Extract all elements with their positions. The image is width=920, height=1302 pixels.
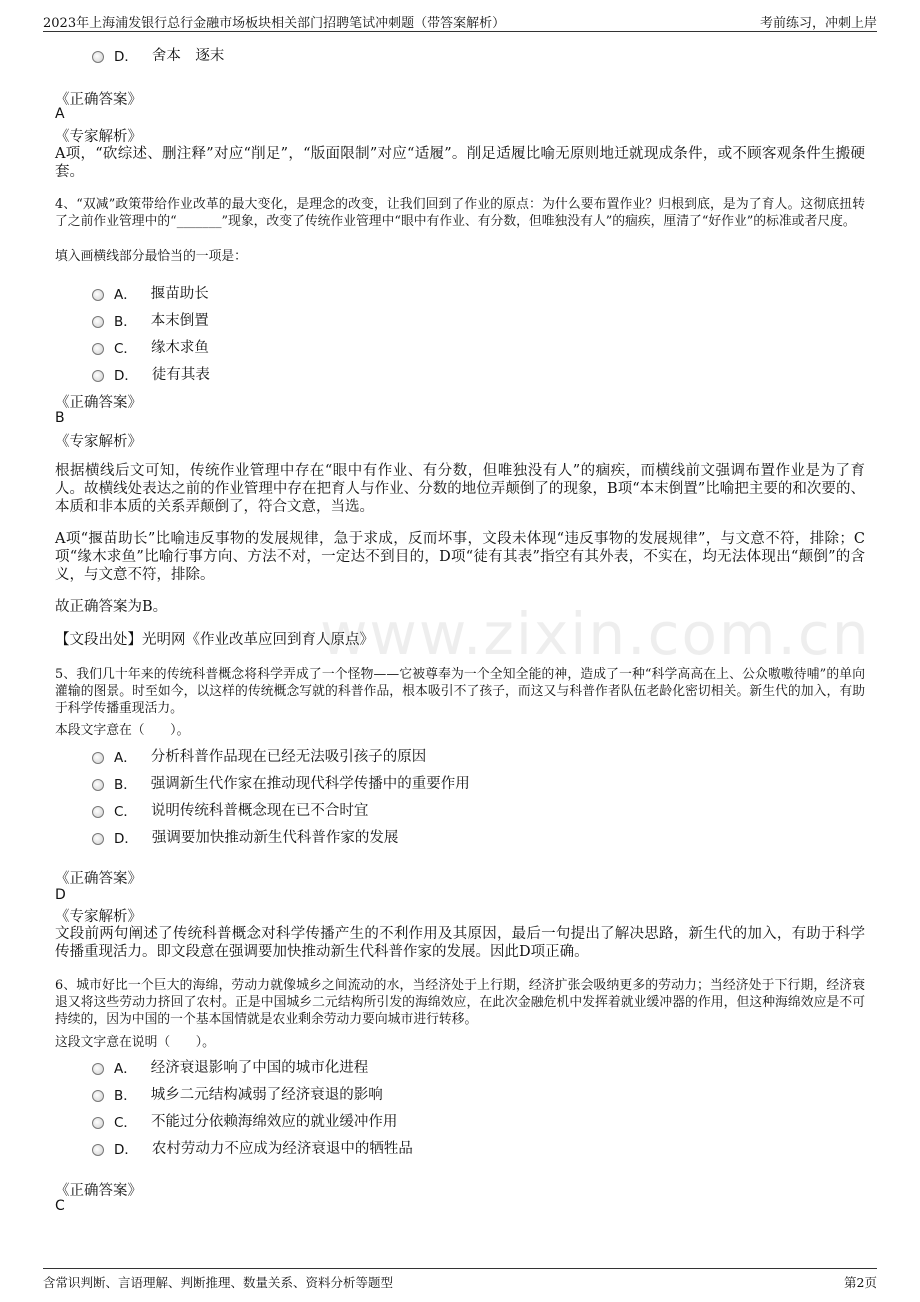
analysis-text: A项“揠苗助长”比喻违反事物的发展规律，急于求成，反而坏事，文段未体现“违反事物的发展规律”，与文意不符，排除；C项“缘木求鱼”比喻行事方向、方法不对，一定达不到目的，D项“徒有其表”指空有其外表，不实在，均无法体现出“颠倒”的含义，与文意不符，排除。 bbox=[55, 531, 865, 583]
analysis-text: 根据横线后文可知，传统作业管理中存在“眼中有作业、有分数，但唯独没有人”的痼疾，而横线前文强调布置作业是为了育人。故横线处表达之前的作业管理中存在把育人与作业、分数的地位弄颠倒了的现象，B项“本末倒置”比喻把主要的和次要的、本质和非本质的关系弄颠倒了，符合文意，当选。 bbox=[55, 463, 865, 515]
option-c[interactable]: C． 不能过分依赖海绵效应的就业缓冲作用 bbox=[92, 1110, 397, 1131]
answer-label: 《正确答案》 bbox=[55, 1183, 142, 1199]
radio-icon[interactable] bbox=[92, 833, 104, 845]
radio-icon[interactable] bbox=[92, 1144, 104, 1156]
option-a[interactable]: A． 揠苗助长 bbox=[92, 282, 209, 303]
analysis-label: 《专家解析》 bbox=[55, 129, 142, 145]
radio-icon[interactable] bbox=[92, 752, 104, 764]
question-stem: 4、“双减”政策带给作业改革的最大变化，是理念的改变，让我们回到了作业的原点：为什么要布置作业？归根到底，是为了育人。这彻底扭转了之前作业管理中的“_______”现象，改变了传统作业管理中“眼中有作业、有分数，但唯独没有人”的痼疾，厘清了“好作业”的标准或者尺度。 bbox=[55, 197, 865, 229]
analysis-label: 《专家解析》 bbox=[55, 909, 142, 925]
page-footer bbox=[43, 1268, 877, 1290]
option-d[interactable]: D． 农村劳动力不应成为经济衰退中的牺牲品 bbox=[92, 1137, 413, 1158]
radio-icon[interactable] bbox=[92, 1117, 104, 1129]
answer-label: 《正确答案》 bbox=[55, 92, 142, 108]
question-stem: 5、我们几十年来的传统科普概念将科学弄成了一个怪物——它被尊奉为一个全知全能的神，造成了一种“科学高高在上、公众嗷嗷待哺”的单向灌输的图景。时至如今，以这样的传统概念写就的科普作品，根本吸引不了孩子，而这又与科普作者队伍老龄化密切相关。新生代的加入，有助于科学传播重现活力。 bbox=[55, 667, 865, 716]
radio-icon[interactable] bbox=[92, 1063, 104, 1075]
answer-label: 《正确答案》 bbox=[55, 871, 142, 887]
radio-icon[interactable] bbox=[92, 289, 104, 301]
answer-value: A bbox=[55, 106, 65, 122]
analysis-text: A项，“砍综述、删注释”对应“削足”，“版面限制”对应“适履”。削足适履比喻无原则地迁就现成条件，或不顾客观条件生搬硬套。 bbox=[55, 146, 865, 180]
option-b[interactable]: B． 城乡二元结构减弱了经济衰退的影响 bbox=[92, 1083, 383, 1104]
question-prompt: 本段文字意在（ ）。 bbox=[55, 723, 190, 738]
radio-icon[interactable] bbox=[92, 316, 104, 328]
option-d[interactable]: D． 徒有其表 bbox=[92, 363, 210, 384]
option-a[interactable]: A． 经济衰退影响了中国的城市化进程 bbox=[92, 1056, 368, 1077]
answer-value: C bbox=[55, 1198, 65, 1214]
document-title: 2023年上海浦发银行总行金融市场板块相关部门招聘笔试冲刺题（带答案解析） bbox=[43, 16, 506, 31]
option-c[interactable]: C． 说明传统科普概念现在已不合时宜 bbox=[92, 799, 368, 820]
question-stem: 6、城市好比一个巨大的海绵，劳动力就像城乡之间流动的水，当经济处于上行期，经济扩张会吸纳更多的劳动力；当经济处于下行期，经济衰退又将这些劳动力挤回了农村。正是中国城乡二元结构所引发的海绵效应，在此次金融危机中发挥着就业缓冲器的作用，但这种海绵效应是不可持续的，因为中国的一个基本国情就是农业剩余劳动力要向城市进行转移。 bbox=[55, 978, 865, 1027]
answer-value: D bbox=[55, 887, 66, 903]
radio-icon[interactable] bbox=[92, 51, 104, 63]
analysis-text: 文段前两句阐述了传统科普概念对科学传播产生的不利作用及其原因，最后一句提出了解决思路，新生代的加入，有助于科学传播重现活力。即文段意在强调要加快推动新生代科普作家的发展。因此D项正确。 bbox=[55, 926, 865, 960]
option-b[interactable]: B． 本末倒置 bbox=[92, 309, 209, 330]
option-a[interactable]: A． 分析科普作品现在已经无法吸引孩子的原因 bbox=[92, 745, 426, 766]
radio-icon[interactable] bbox=[92, 370, 104, 382]
page-header bbox=[43, 10, 877, 32]
radio-icon[interactable] bbox=[92, 1090, 104, 1102]
answer-value: B bbox=[55, 410, 65, 426]
conclusion-text: 故正确答案为B。 bbox=[55, 599, 168, 615]
option-c[interactable]: C． 缘木求鱼 bbox=[92, 336, 209, 357]
question-prompt: 这段文字意在说明（ ）。 bbox=[55, 1035, 215, 1050]
answer-label: 《正确答案》 bbox=[55, 395, 142, 411]
header-slogan: 考前练习，冲刺上岸 bbox=[759, 16, 877, 31]
analysis-label: 《专家解析》 bbox=[55, 434, 142, 450]
watermark: www.zixin.com.cn bbox=[320, 600, 871, 668]
source-text: 【文段出处】光明网《作业改革应回到育人原点》 bbox=[55, 632, 374, 648]
footer-categories: 含常识判断、言语理解、判断推理、数量关系、资料分析等题型 bbox=[43, 1275, 394, 1290]
radio-icon[interactable] bbox=[92, 806, 104, 818]
option-d[interactable]: D． 舍本 逐末 bbox=[92, 44, 224, 65]
radio-icon[interactable] bbox=[92, 779, 104, 791]
option-b[interactable]: B． 强调新生代作家在推动现代科学传播中的重要作用 bbox=[92, 772, 470, 793]
radio-icon[interactable] bbox=[92, 343, 104, 355]
option-d[interactable]: D． 强调要加快推动新生代科普作家的发展 bbox=[92, 826, 398, 847]
question-prompt: 填入画横线部分最恰当的一项是： bbox=[55, 249, 247, 264]
page-number: 第2页 bbox=[844, 1275, 877, 1290]
